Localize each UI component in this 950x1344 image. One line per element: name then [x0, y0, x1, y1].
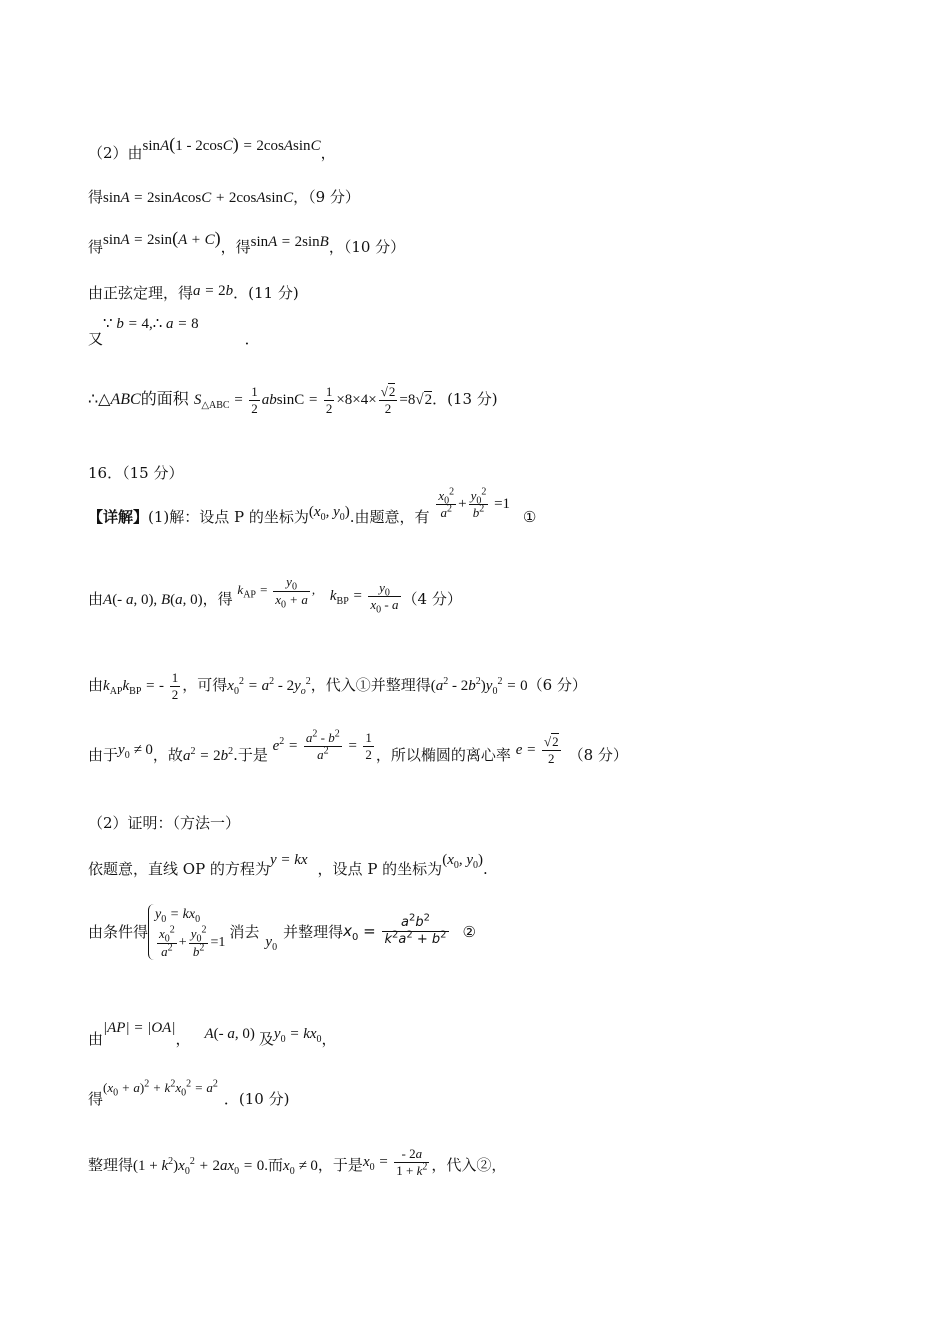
- points-ab: A(- a, 0), B(a, 0): [103, 592, 203, 609]
- line-prefix: 依题意，直线 OP 的方程为: [88, 860, 270, 878]
- line-mid: ，故: [152, 746, 183, 765]
- line-suffix: ，（10 分）: [328, 238, 406, 256]
- slope-product: $k_{AP}k_{BP}$ = - $\frac{1}{2}$: [103, 670, 179, 703]
- line-suffix: ．(13 分): [432, 390, 498, 409]
- triangle-name: ABC: [110, 391, 141, 409]
- x0-solution: $x_0$ = $\frac{- 2a}{1 + k^2}$: [362, 1146, 428, 1179]
- line-prefix: 由: [88, 590, 104, 609]
- q16-header: 16．（15 分）: [88, 464, 184, 482]
- x0-relation: $x_0^2 = a^2 - 2y_o^2$: [227, 676, 311, 698]
- line-mid: ，于是: [317, 1156, 363, 1175]
- formula: sinA = 2sinB: [250, 234, 329, 250]
- part2-line-2: [88, 188, 360, 207]
- q16-line-7: [88, 904, 476, 960]
- line-suffix: （8 分）: [568, 746, 628, 765]
- reduced-equation: $(1 + k^2)x_0^2 + 2ax_0 = 0$.: [133, 1156, 268, 1178]
- part2-line-6: [88, 384, 498, 418]
- line-mid: ，得: [220, 238, 251, 256]
- point-a: A(- a, 0): [204, 1026, 255, 1042]
- point-coords: ($x_0$, $y_0$): [442, 852, 484, 871]
- area-formula: $S_{\triangle ABC}$ = $\frac{1}{2}$ absinC = $\frac{1}{2}$ ×8×4× $\frac{√2}{2}$ =8√2: [193, 384, 433, 417]
- q16-line-5: （2）证明：（方法一）: [88, 814, 241, 832]
- detail-tag: 【详解】: [88, 508, 149, 527]
- q16-line-9: [88, 1078, 290, 1108]
- line-text: (1)解：设点 P 的坐标为: [148, 508, 309, 527]
- line-prefix: 整理得: [88, 1156, 134, 1175]
- point-coords: ($x_0$, $y_0$): [308, 504, 350, 524]
- line-prefix: 由条件得: [88, 922, 149, 941]
- part2-line-4: [88, 284, 299, 303]
- formula: sinA = 2sin(A + C): [103, 228, 221, 248]
- q16-line-6: [88, 852, 488, 879]
- q16-line-3: [88, 670, 587, 704]
- part2-line-5: [88, 316, 260, 349]
- e-squared: $e^2$ = $\frac{a^2 - b^2}{a^2}$ = $\frac{1}{2}$: [272, 728, 372, 763]
- line-prefix: 得: [88, 188, 104, 206]
- y0-symbol: $y_0$: [265, 933, 278, 953]
- y0-equation: $y_0 = kx_0$: [273, 1026, 322, 1045]
- q16-line-8: [88, 1020, 337, 1049]
- x0-squared-formula: $x_0$ = $\frac{a^2b^2}{k^2a^2 + b^2}$: [343, 912, 447, 948]
- line-mid: ，代入①并整理得: [310, 676, 431, 695]
- line-suffix: ，代入②，: [431, 1156, 507, 1175]
- line-prefix: 由于: [88, 746, 119, 765]
- ellipse-equation: $\frac{x_0^2}{a^2}$ + $\frac{y_0^2}{b^2}$ =1: [438, 486, 511, 521]
- line-prefix: ∴△: [88, 389, 111, 409]
- circle-two-marker: ②: [462, 922, 476, 941]
- line-mid: 及: [258, 1030, 274, 1048]
- line-mid: 消去: [229, 922, 260, 941]
- line-suffix: （6 分）: [527, 676, 587, 695]
- line-mid: 并整理得: [283, 922, 344, 941]
- q16-line-1: [88, 486, 537, 536]
- formula: sinA = 2sinAcosC + 2cosAsinC: [103, 190, 294, 206]
- a-b-relation: $a^2 = 2b^2$: [182, 746, 234, 765]
- line-prefix: 由: [88, 676, 104, 695]
- line-mid: .于是: [233, 746, 268, 765]
- slope-bp: $k_{BP}$ = $\frac{y_0}{x_0 - a}$: [329, 580, 399, 616]
- eccentricity: e = $\frac{√2}{2}$: [515, 734, 559, 767]
- q16-line-4: [88, 728, 628, 774]
- part2-line-1: [88, 134, 336, 164]
- ap-oa-equality: |AP| = |OA|: [103, 1020, 176, 1036]
- line-suffix: （4 分）: [402, 590, 462, 609]
- line-suffix: ，: [321, 1030, 337, 1048]
- line-suffix: .: [483, 860, 488, 878]
- line-mid: ，可得: [182, 676, 228, 695]
- substituted-equation: $(a^2 - 2b^2)y_0^2 = 0$: [430, 676, 528, 698]
- formula: ∵ b = 4,∴ a = 8: [103, 316, 199, 332]
- formula: sinA(1 - 2cosC) = 2cosAsinC: [142, 134, 321, 154]
- line-suffix: ，（9 分）: [293, 188, 360, 206]
- line-mid: 而: [268, 1156, 284, 1175]
- line-prefix: 由: [88, 1030, 104, 1048]
- line-suffix: ．(11 分): [233, 284, 299, 302]
- circle-one-marker: ①: [522, 508, 537, 527]
- line-mid: ，得: [202, 590, 233, 609]
- line-prefix: 得: [88, 1090, 104, 1108]
- expanded-equation: $(x_0 + a)^2 + k^2x_0^2 = a^2$: [103, 1078, 218, 1099]
- line-mid: 的面积: [140, 389, 189, 409]
- formula: a = 2b: [193, 283, 234, 299]
- system-of-equations: $y_0 = kx_0$ $\frac{x_0^2}{a^2}$ + $\frac{y_0^2}{b^2}$ =1: [148, 904, 225, 960]
- part2-line-3: [88, 228, 406, 258]
- line-prefix: 由正弦定理，得: [88, 284, 194, 302]
- comma: ，: [175, 1030, 191, 1048]
- line-suffix: ．(10 分): [223, 1090, 290, 1108]
- y0-nonzero: $y_0 \ne 0$: [118, 742, 153, 762]
- line-prefix: 又: [88, 330, 104, 348]
- x0-nonzero: $x_0 \ne 0$: [283, 1158, 318, 1178]
- line-mid: ，设点 P 的坐标为: [317, 860, 443, 878]
- line-op-equation: y = kx: [269, 852, 308, 868]
- slope-ap: $k_{AP}$ = $\frac{y_0}{x_0 + a}$ ,: [237, 574, 316, 611]
- line-mid: ，所以椭圆的离心率: [375, 746, 511, 765]
- line-suffix: ，: [320, 144, 336, 162]
- line-prefix: 得: [88, 238, 104, 256]
- q16-line-10: [88, 1146, 507, 1184]
- line-prefix: （2）由: [88, 144, 143, 162]
- line-text: .由题意，有: [349, 508, 430, 527]
- q16-line-2: [88, 574, 462, 618]
- line-suffix: ．: [244, 330, 260, 348]
